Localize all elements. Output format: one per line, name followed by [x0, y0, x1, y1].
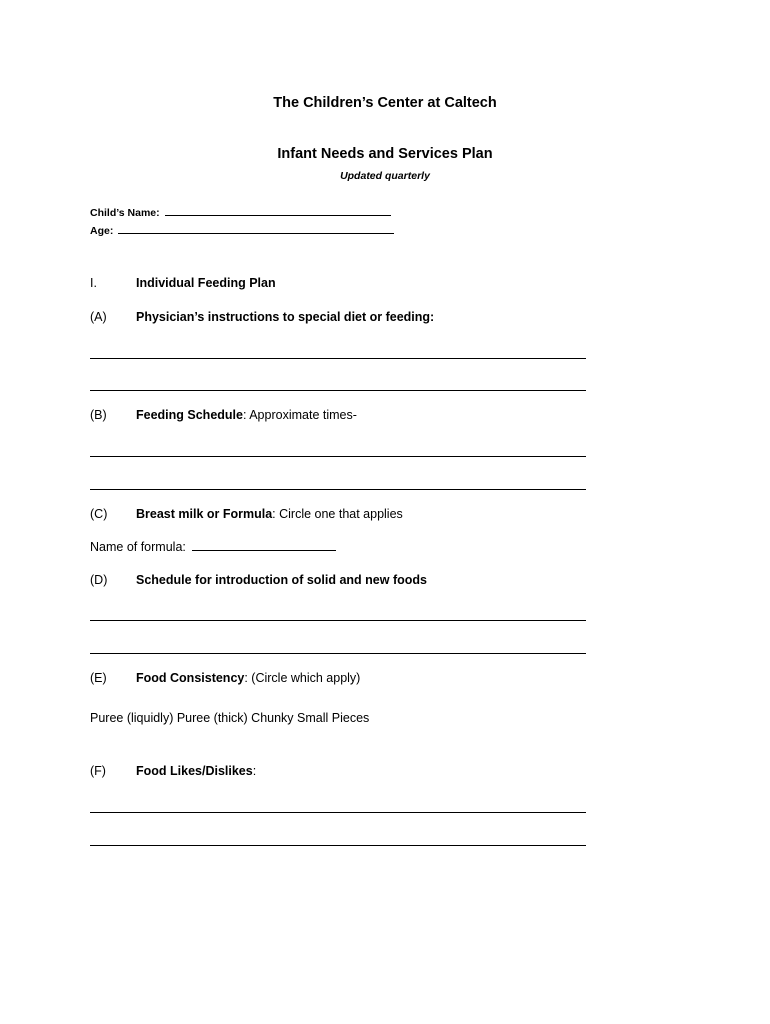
physician-instructions-line-2[interactable] [90, 390, 586, 391]
age-label: Age: [90, 225, 114, 237]
section-f-number: (F) [90, 764, 106, 778]
child-name-row [90, 207, 391, 219]
section-e-number: (E) [90, 671, 107, 685]
section-e-note: : (Circle which apply) [244, 671, 361, 685]
section-f-note: : [252, 764, 257, 778]
solid-foods-line-2[interactable] [90, 653, 586, 654]
section-b-heading [136, 408, 357, 422]
section-c-heading [136, 507, 403, 521]
organization-title: The Children’s Center at Caltech [273, 95, 497, 111]
formula-row [90, 540, 336, 554]
section-d-title: Schedule for introduction of solid and new foods [136, 573, 427, 587]
section-d-number: (D) [90, 573, 108, 587]
section-f-heading [136, 764, 256, 778]
section-e-heading [136, 671, 360, 685]
feeding-schedule-line-2[interactable] [90, 489, 586, 490]
formula-label: Name of formula: [90, 540, 186, 554]
child-name-field[interactable] [165, 214, 391, 216]
section-i-title: Individual Feeding Plan [136, 276, 276, 290]
section-b-title: Feeding Schedule [136, 408, 243, 422]
section-e-title: Food Consistency [136, 671, 245, 685]
section-b-note: : Approximate times- [242, 408, 357, 422]
solid-foods-line-1[interactable] [90, 620, 586, 621]
form-subtitle: Updated quarterly [340, 170, 430, 182]
form-title: Infant Needs and Services Plan [277, 146, 493, 162]
section-a-number: (A) [90, 310, 107, 324]
age-row [90, 225, 394, 237]
feeding-schedule-line-1[interactable] [90, 456, 586, 457]
age-field[interactable] [118, 232, 394, 234]
formula-field[interactable] [192, 549, 336, 551]
physician-instructions-line-1[interactable] [90, 358, 586, 359]
food-likes-line-2[interactable] [90, 845, 586, 846]
section-f-title: Food Likes/Dislikes [136, 764, 253, 778]
section-c-number: (C) [90, 507, 108, 521]
section-c-note: : Circle one that applies [272, 507, 403, 521]
child-name-label: Child’s Name: [90, 207, 160, 219]
section-c-title: Breast milk or Formula [136, 507, 273, 521]
food-likes-line-1[interactable] [90, 812, 586, 813]
consistency-options[interactable]: Puree (liquidly) Puree (thick) Chunky Small Pieces [90, 711, 370, 725]
section-b-number: (B) [90, 408, 107, 422]
section-a-title: Physician’s instructions to special diet or feeding: [136, 310, 435, 324]
section-i-number: I. [90, 276, 97, 290]
